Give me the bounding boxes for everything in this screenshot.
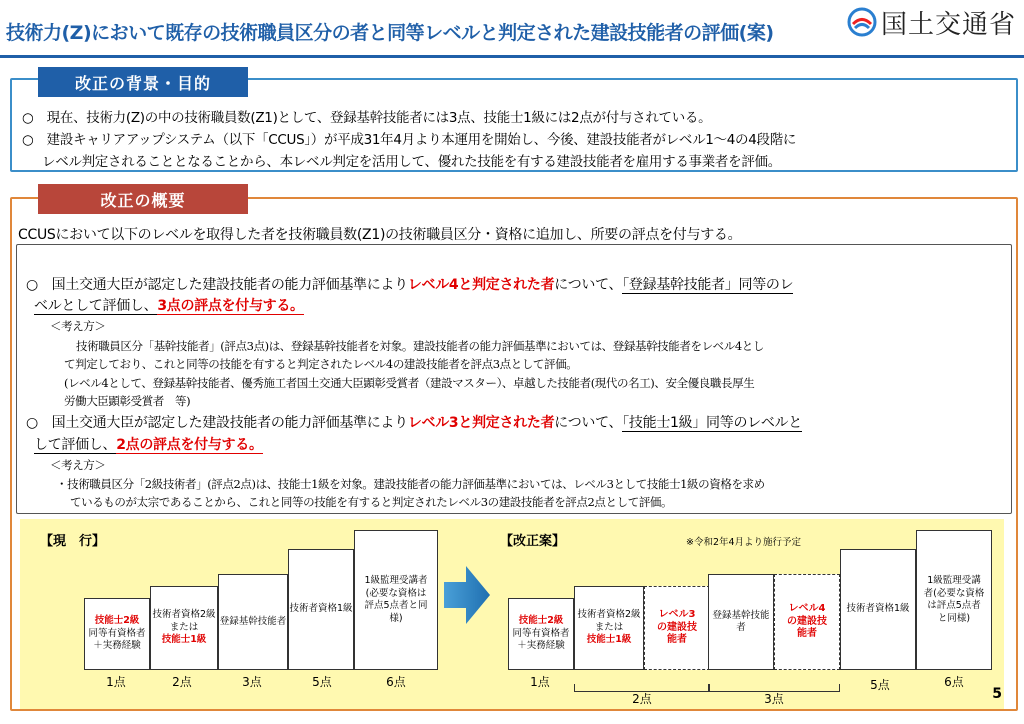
new-level4: レベル4の建設技能者 — [774, 574, 840, 670]
b2-text: して評価し、 — [34, 437, 117, 453]
new-step-2 — [574, 586, 644, 670]
new-pt-6: 6点 — [944, 675, 964, 689]
ministry-logo — [847, 6, 1016, 38]
item-a-line-2 — [34, 295, 304, 315]
page-title: 技術力(Z)において既存の技術職員区分の者と同等レベルと判定された建設技能者の評価(案) — [6, 22, 774, 44]
new-2-text: 技術者資格2級または — [577, 609, 641, 633]
item-b-line-2 — [34, 434, 263, 454]
overview-intro: CCUSにおいて以下のレベルを取得した者を技術職員数(Z1)の技術職員区分・資格に追加し、所要の評点を付与する。 — [18, 227, 742, 243]
b1-red: レベル3と判定された者 — [407, 415, 555, 431]
kangaekata-1: ＜考え方＞ — [50, 319, 106, 333]
item-b-line-1 — [26, 412, 802, 432]
effective-note: ※令和2年4月より施行予定 — [686, 537, 802, 548]
right-arrow-icon — [444, 566, 490, 624]
b1-text2: について、 — [554, 415, 623, 431]
cur-step-4: 技術者資格1級 — [288, 549, 354, 670]
a1-red: レベル4と判定された者 — [407, 277, 555, 293]
cur-step-3: 登録基幹技能者 — [218, 574, 288, 670]
item-a-line-1 — [26, 274, 793, 294]
new-step-5: 1級監理受講者(必要な資格は評点5点者と同様) — [916, 530, 992, 670]
new-level3: レベル3の建設技能者 — [644, 586, 710, 670]
a1-text: ○ 国土交通大臣が認定した建設技能者の能力評価基準により — [26, 277, 408, 293]
a1-underline: 「登録基幹技能者」同等のレ — [622, 277, 794, 293]
background-header: 改正の背景・目的 — [38, 67, 248, 97]
mlit-logo-icon — [847, 7, 877, 37]
a2-text: ベルとして評価し、 — [34, 298, 158, 314]
cur-2-red: 技能士1級 — [161, 634, 207, 646]
cur-1-red: 技能士2級 — [94, 615, 140, 627]
new-1-text: 同等有資格者＋実務経験 — [512, 627, 570, 652]
new-2-red: 技能士1級 — [586, 634, 632, 646]
new-pt-5: 5点 — [870, 678, 890, 692]
cur-pt-1: 1点 — [106, 675, 126, 689]
cur-pt-5: 5点 — [312, 675, 332, 689]
b1-text: ○ 国土交通大臣が認定した建設技能者の能力評価基準により — [26, 415, 408, 431]
new-pt-3: 3点 — [764, 692, 784, 706]
cur-pt-2: 2点 — [172, 675, 192, 689]
cur-step-2 — [150, 586, 218, 670]
current-label: 【現 行】 — [40, 534, 106, 549]
b-reason-2: ているものが太宗であることから、これと同等の技能を有すると判定されたレベル3の建設技能者を評点2点として評価。 — [70, 495, 673, 509]
title-rule — [0, 55, 1024, 58]
cur-step-1 — [84, 598, 150, 670]
org-name: 国土交通省 — [880, 9, 1016, 40]
cur-step-5: 1級監理受講者(必要な資格は評点5点者と同様) — [354, 530, 438, 670]
cur-2-text: 技術者資格2級または — [152, 609, 216, 633]
b1-underline: 「技能士1級」同等のレベルと — [622, 415, 802, 431]
new-step-3: 登録基幹技能者 — [708, 574, 774, 670]
bg-line-3: レベル判定されることとなることから、本レベル判定を活用して、優れた技能を有する建設技能者を雇用する事業者を評価。 — [42, 154, 781, 170]
cur-1-text: 同等有資格者＋実務経験 — [88, 627, 146, 652]
bg-line-2: ○ 建設キャリアアップシステム（以下「CCUS」）が平成31年4月より本運用を開始し、今後、建設技能者がレベル1～4の4段階に — [22, 132, 797, 148]
overview-header: 改正の概要 — [38, 184, 248, 214]
proposed-label: 【改正案】 — [500, 534, 566, 549]
new-1-red: 技能士2級 — [518, 615, 564, 627]
new-pt-2: 2点 — [632, 692, 652, 706]
page-number: 5 — [992, 686, 1002, 702]
a2-red: 3点の評点を付与する。 — [157, 298, 304, 314]
a-reason-4: 労働大臣顕彰受賞者 等) — [64, 394, 191, 408]
b2-red: 2点の評点を付与する。 — [116, 437, 263, 453]
new-pt-1: 1点 — [530, 675, 550, 689]
a-reason-1: 技術職員区分「基幹技能者」(評点3点)は、登録基幹技能者を対象。建設技能者の能力評価基準においては、登録基幹技能者をレベル4とし — [76, 339, 764, 353]
new-step-4: 技術者資格1級 — [840, 549, 916, 670]
new-step-1 — [508, 598, 574, 670]
kangaekata-2: ＜考え方＞ — [50, 458, 106, 472]
bg-line-1: ○ 現在、技術力(Z)の中の技術職員数(Z1)として、登録基幹技能者には3点、技能士1級には2点が付与されている。 — [22, 110, 712, 126]
cur-pt-3: 3点 — [242, 675, 262, 689]
b-reason-1: ・技術職員区分「2級技術者」(評点2点)は、技能士1級を対象。建設技能者の能力評価基準においては、レベル3として技能士1級の資格を求め — [56, 477, 765, 491]
a1-text2: について、 — [554, 277, 623, 293]
cur-pt-6: 6点 — [386, 675, 406, 689]
a-reason-2: て判定しており、これと同等の技能を有すると判定されたレベル4の建設技能者を評点3点として評価。 — [64, 357, 578, 371]
a-reason-3: (レベル4として、登録基幹技能者、優秀施工者国土交通大臣顕彰受賞者（建設マスター）、卓越した技能者(現代の名工)、安全優良職長厚生 — [64, 376, 755, 390]
